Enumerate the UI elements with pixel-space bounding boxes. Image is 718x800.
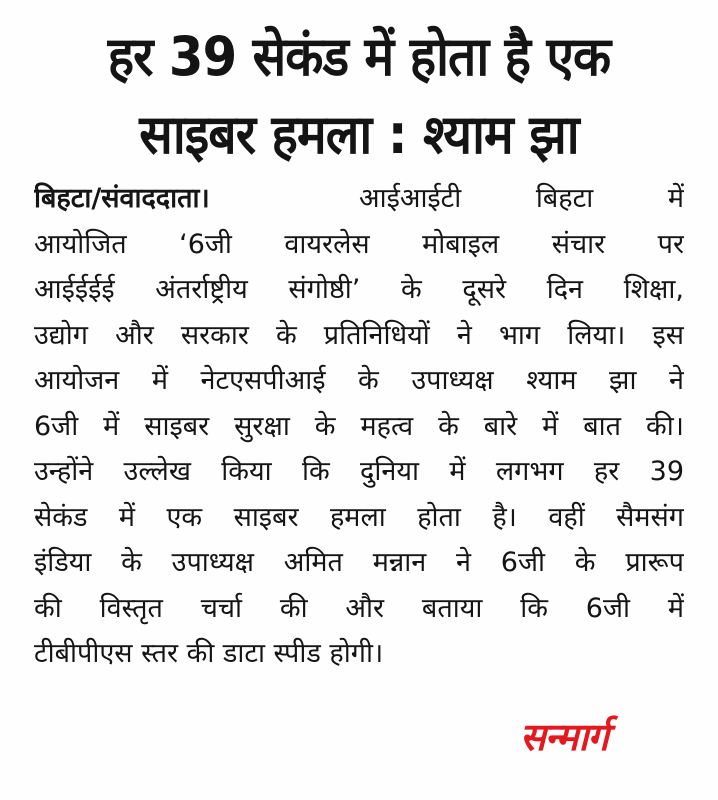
headline-line-1: हर 39 सेकंड में होता है एक (107, 25, 611, 88)
body-line-1-text: आईआईटी बिहटा में (358, 183, 684, 214)
body-line-10: की विस्तृत चर्चा की और बताया कि 6जी में (34, 592, 684, 624)
body-line-3: आईईईई अंतर्राष्ट्रीय संगोष्ठी’ के दूसरे दिन शिक्षा, (34, 274, 684, 305)
body-line-2: आयोजित ‘6जी वायरलेस मोबाइल संचार पर (34, 228, 684, 260)
headline-line-2: साइबर हमला : श्याम झा (139, 103, 579, 166)
body-line-8: सेकंड में एक साइबर हमला होता है। वहीं सैमसंग (34, 501, 684, 533)
body-line-4: उद्योग और सरकार के प्रतिनिधियों ने भाग लिया। इस (34, 319, 684, 351)
body-line-1 (34, 176, 684, 222)
article-body (34, 176, 684, 677)
dateline: बिहटा/संवाददाता। (34, 183, 210, 214)
body-line-5: आयोजन में नेटएसपीआई के उपाध्यक्ष श्याम झा ने (34, 365, 684, 396)
body-line-7: उन्होंने उल्लेख किया कि दुनिया में लगभग हर 39 (34, 456, 684, 487)
body-line-9: इंडिया के उपाध्यक्ष अमित मन्नान ने 6जी के प्रारूप (34, 547, 684, 578)
sanmarg-logo: सन्मार्ग (520, 715, 608, 759)
body-line-11: टीबीपीएस स्तर की डाटा स्पीड होगी। (34, 638, 384, 669)
body-line-6: 6जी में साइबर सुरक्षा के महत्व के बारे में बात की। (34, 410, 684, 442)
